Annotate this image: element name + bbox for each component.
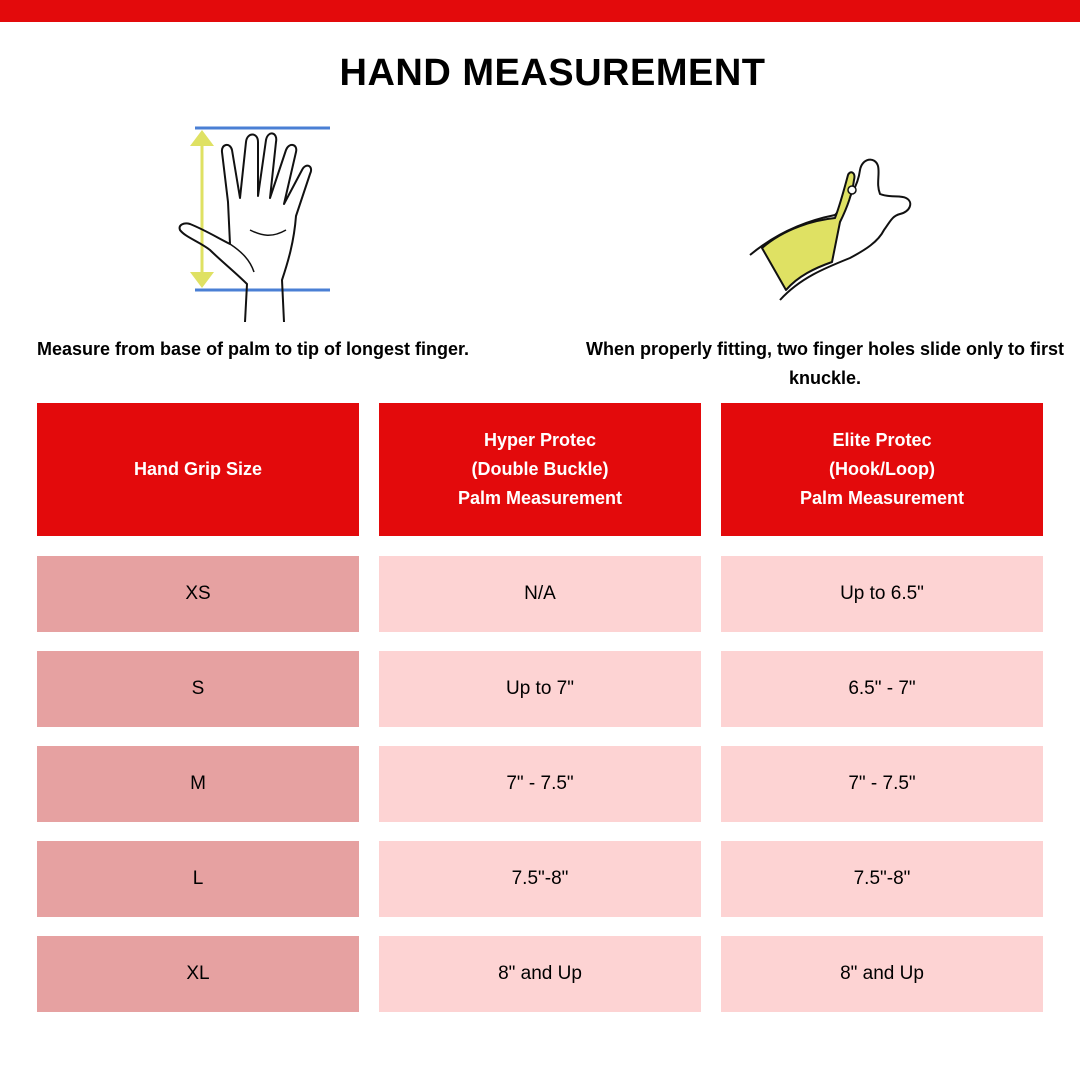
size-cell-xl: XL: [37, 936, 359, 1012]
grip-strap-icon: [762, 172, 854, 290]
top-red-bar: [0, 0, 1080, 22]
size-cell-s: S: [37, 651, 359, 727]
hyper-cell-m: 7" - 7.5": [379, 746, 701, 822]
arrow-up-icon: [190, 130, 214, 146]
elite-cell-s: 6.5" - 7": [721, 651, 1043, 727]
size-cell-l: L: [37, 841, 359, 917]
elite-cell-l: 7.5"-8": [721, 841, 1043, 917]
header-hand-grip-size: Hand Grip Size: [37, 403, 359, 536]
elite-cell-xs: Up to 6.5": [721, 556, 1043, 632]
size-cell-xs: XS: [37, 556, 359, 632]
elite-cell-xl: 8" and Up: [721, 936, 1043, 1012]
hyper-cell-s: Up to 7": [379, 651, 701, 727]
header-hyper-protec: Hyper Protec (Double Buckle) Palm Measurement: [379, 403, 701, 536]
hyper-cell-l: 7.5"-8": [379, 841, 701, 917]
grip-fit-illustration: [740, 150, 930, 315]
hyper-cell-xs: N/A: [379, 556, 701, 632]
hand-measure-illustration: [150, 112, 370, 327]
size-cell-m: M: [37, 746, 359, 822]
caption-fit-instructions: When properly fitting, two finger holes slide only to first knuckle.: [585, 339, 1064, 388]
hyper-cell-xl: 8" and Up: [379, 936, 701, 1012]
open-hand-icon: [180, 133, 311, 322]
elite-cell-m: 7" - 7.5": [721, 746, 1043, 822]
arrow-down-icon: [190, 272, 214, 288]
header-elite-protec: Elite Protec (Hook/Loop) Palm Measurement: [721, 403, 1043, 536]
page-title: HAND MEASUREMENT: [339, 52, 766, 94]
caption-measure-instructions: Measure from base of palm to tip of longest finger.: [37, 339, 470, 359]
